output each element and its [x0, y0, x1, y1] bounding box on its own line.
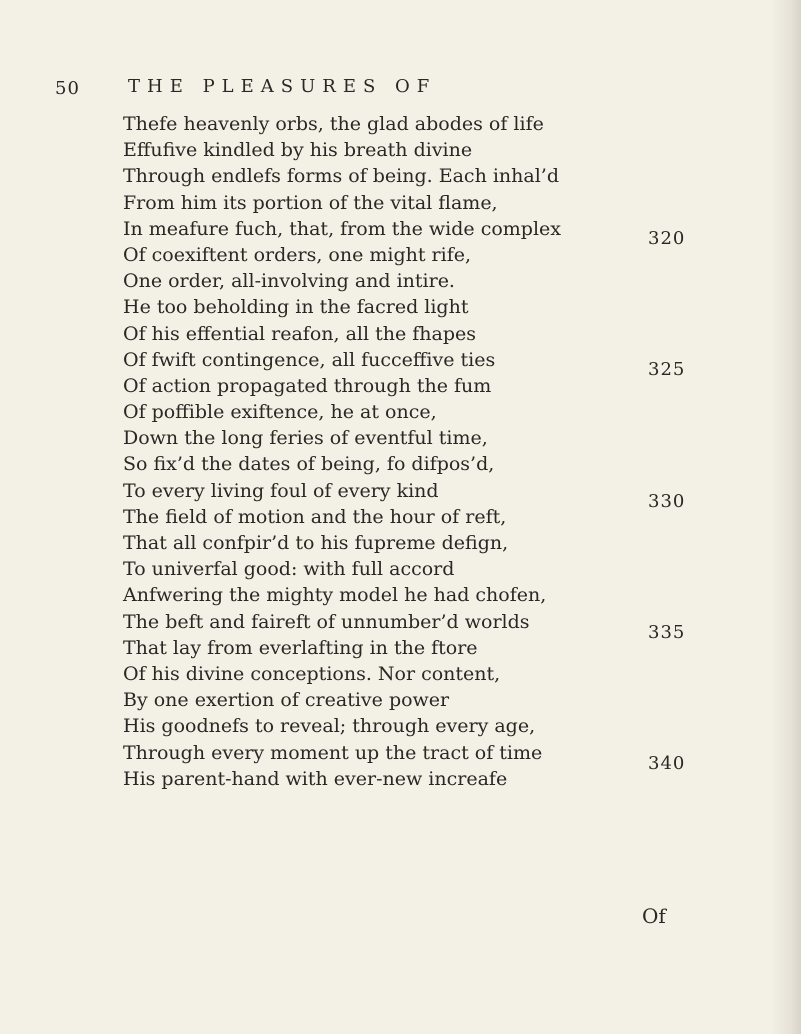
verse-line: The beft and faireft of unnumber’d worlds — [123, 610, 530, 633]
verse-line: Of poffible exiftence, he at once, — [123, 401, 437, 424]
line-number: 330 — [648, 491, 686, 512]
verse-line: Thefe heavenly orbs, the glad abodes of life — [123, 113, 544, 135]
line-number: 340 — [648, 753, 686, 774]
verse-line: That all confpir’d to his fupreme defign, — [123, 532, 509, 554]
verse-line: Through every moment up the tract of time — [123, 741, 543, 764]
verse-line: Down the long feries of eventful time, — [123, 427, 488, 450]
line-number: 335 — [648, 622, 686, 643]
verse-line: In meafure fuch, that, from the wide complex — [123, 217, 561, 240]
verse-line: So fix’d the dates of being, fo difpos’d, — [123, 453, 495, 476]
verse-line: From him its portion of the vital flame, — [123, 191, 498, 214]
verse-line: Of his divine conceptions. Nor content, — [123, 662, 501, 685]
catchword: Of — [642, 904, 666, 928]
verse-line: Of his effential reafon, all the fhapes — [123, 322, 477, 345]
verse-line: Of fwift contingence, all fucceffive ties — [123, 348, 496, 371]
line-number: 320 — [648, 228, 686, 249]
verse-line: His parent-hand with ever-new increafe — [123, 767, 508, 790]
verse-line: Anfwering the mighty model he had chofen, — [123, 584, 547, 607]
verse-line: To univerfal good: with full accord — [123, 558, 455, 581]
verse-line: His goodnefs to reveal; through every age, — [123, 715, 536, 738]
verse-line: Through endlefs forms of being. Each inhal’d — [123, 165, 559, 188]
verse-line: One order, all-involving and intire. — [123, 270, 455, 293]
verse-line: The field of motion and the hour of reft, — [123, 505, 507, 528]
verse-line: Of action propagated through the fum — [123, 374, 492, 397]
page-number: 50 — [55, 78, 80, 99]
line-number: 325 — [648, 359, 686, 380]
verse-line: Effufive kindled by his breath divine — [123, 139, 473, 162]
verse-line: He too beholding in the facred light — [123, 296, 469, 319]
verse-line: By one exertion of creative power — [123, 689, 450, 712]
verse-line: To every living foul of every kind — [123, 479, 439, 502]
running-title: THE PLEASURES OF — [128, 76, 437, 97]
verse-line: Of coexiftent orders, one might rife, — [123, 243, 472, 266]
verse-line: That lay from everlafting in the ftore — [123, 636, 478, 659]
